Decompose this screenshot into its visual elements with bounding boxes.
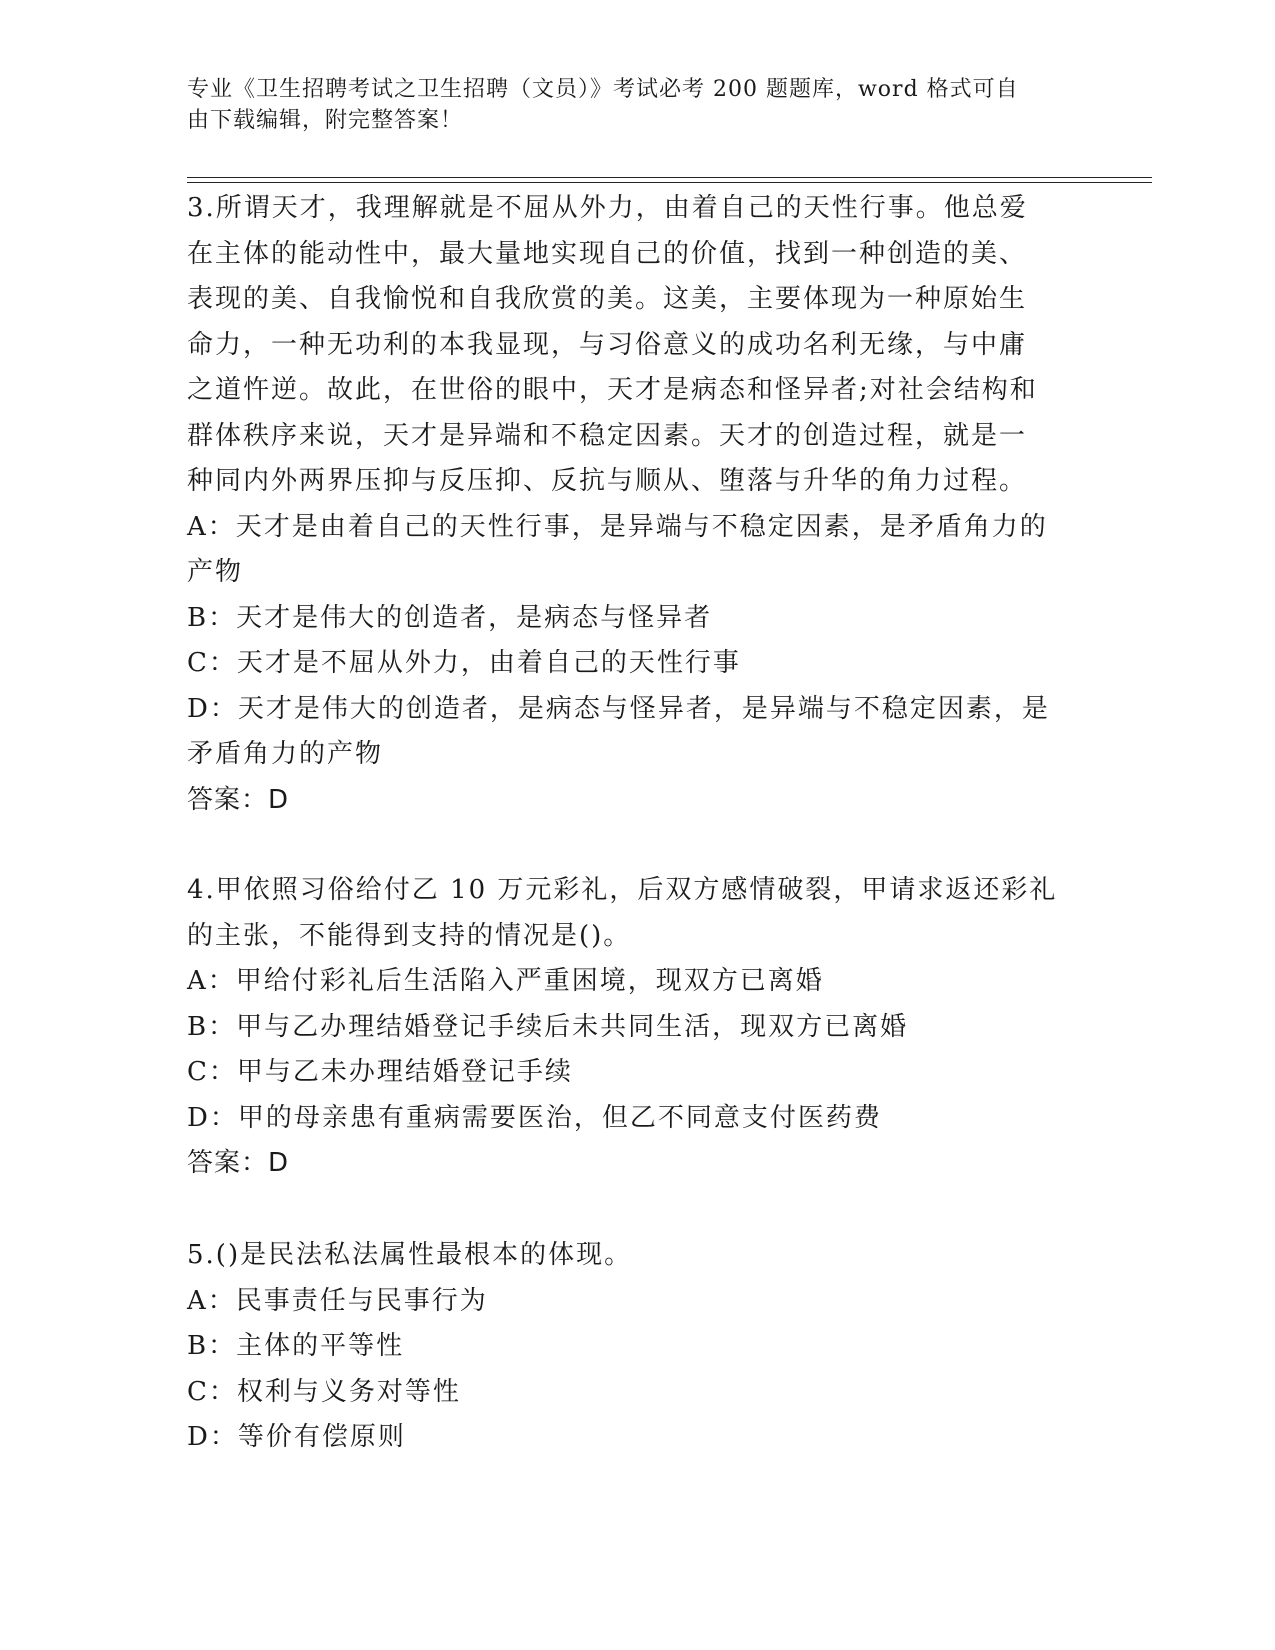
question-stem-line: 种同内外两界压抑与反压抑、反抗与顺从、堕落与升华的角力过程。: [187, 466, 1028, 496]
answer-label: 答案：D: [187, 1148, 290, 1178]
option-b: B：甲与乙办理结婚登记手续后未共同生活，现双方已离婚: [187, 1011, 909, 1042]
header-divider-top: [187, 177, 1152, 178]
question-stem-line: 在主体的能动性中，最大量地实现自己的价值，找到一种创造的美、: [187, 238, 1028, 269]
header-line-1: 专业《卫生招聘考试之卫生招聘（文员）》考试必考 200 题题库，word 格式可自: [187, 77, 1019, 102]
option-d-continued: 矛盾角力的产物: [187, 739, 384, 769]
option-d: D：天才是伟大的创造者，是病态与怪异者，是异端与不稳定因素，是: [187, 693, 1050, 724]
question-stem-line: 表现的美、自我愉悦和自我欣赏的美。这美，主要体现为一种原始生: [187, 284, 1028, 314]
header-divider-bottom: [187, 182, 1152, 183]
question-stem-line: 的主张，不能得到支持的情况是()。: [187, 920, 632, 951]
option-a: A：甲给付彩礼后生活陷入严重困境，现双方已离婚: [187, 966, 824, 996]
option-b: B：主体的平等性: [187, 1331, 405, 1361]
header-line-2: 由下载编辑，附完整答案！: [187, 108, 464, 133]
question-stem-line: 3.所谓天才，我理解就是不屈从外力，由着自己的天性行事。他总爱: [187, 193, 1028, 223]
answer-label: 答案：D: [187, 784, 290, 815]
option-c: C：甲与乙未办理结婚登记手续: [187, 1057, 573, 1087]
option-a: A：民事责任与民事行为: [187, 1285, 488, 1316]
question-stem-line: 群体秩序来说，天才是异端和不稳定因素。天才的创造过程，就是一: [187, 420, 1028, 451]
question-3: [187, 186, 1067, 823]
question-stem-line: 4.甲依照习俗给付乙 10 万元彩礼，后双方感情破裂，甲请求返还彩礼: [187, 875, 1058, 905]
option-b: B：天才是伟大的创造者，是病态与怪异者: [187, 602, 713, 633]
document-header: [187, 74, 1067, 136]
question-stem-line: 命力，一种无功利的本我显现，与习俗意义的成功名利无缘，与中庸: [187, 329, 1028, 360]
option-a-continued: 产物: [187, 557, 244, 587]
option-d: D：等价有偿原则: [187, 1422, 406, 1452]
question-stem-line: 之道忤逆。故此，在世俗的眼中，天才是病态和怪异者;对社会结构和: [187, 375, 1038, 405]
option-c: C：权利与义务对等性: [187, 1376, 461, 1407]
option-c: C：天才是不屈从外力，由着自己的天性行事: [187, 648, 741, 678]
option-d: D：甲的母亲患有重病需要医治，但乙不同意支付医药费: [187, 1102, 882, 1133]
question-stem-line: 5.()是民法私法属性最根本的体现。: [187, 1240, 633, 1270]
question-4: [187, 868, 1067, 1187]
option-a: A：天才是由着自己的天性行事，是异端与不稳定因素，是矛盾角力的: [187, 511, 1048, 542]
question-5: [187, 1233, 1067, 1461]
